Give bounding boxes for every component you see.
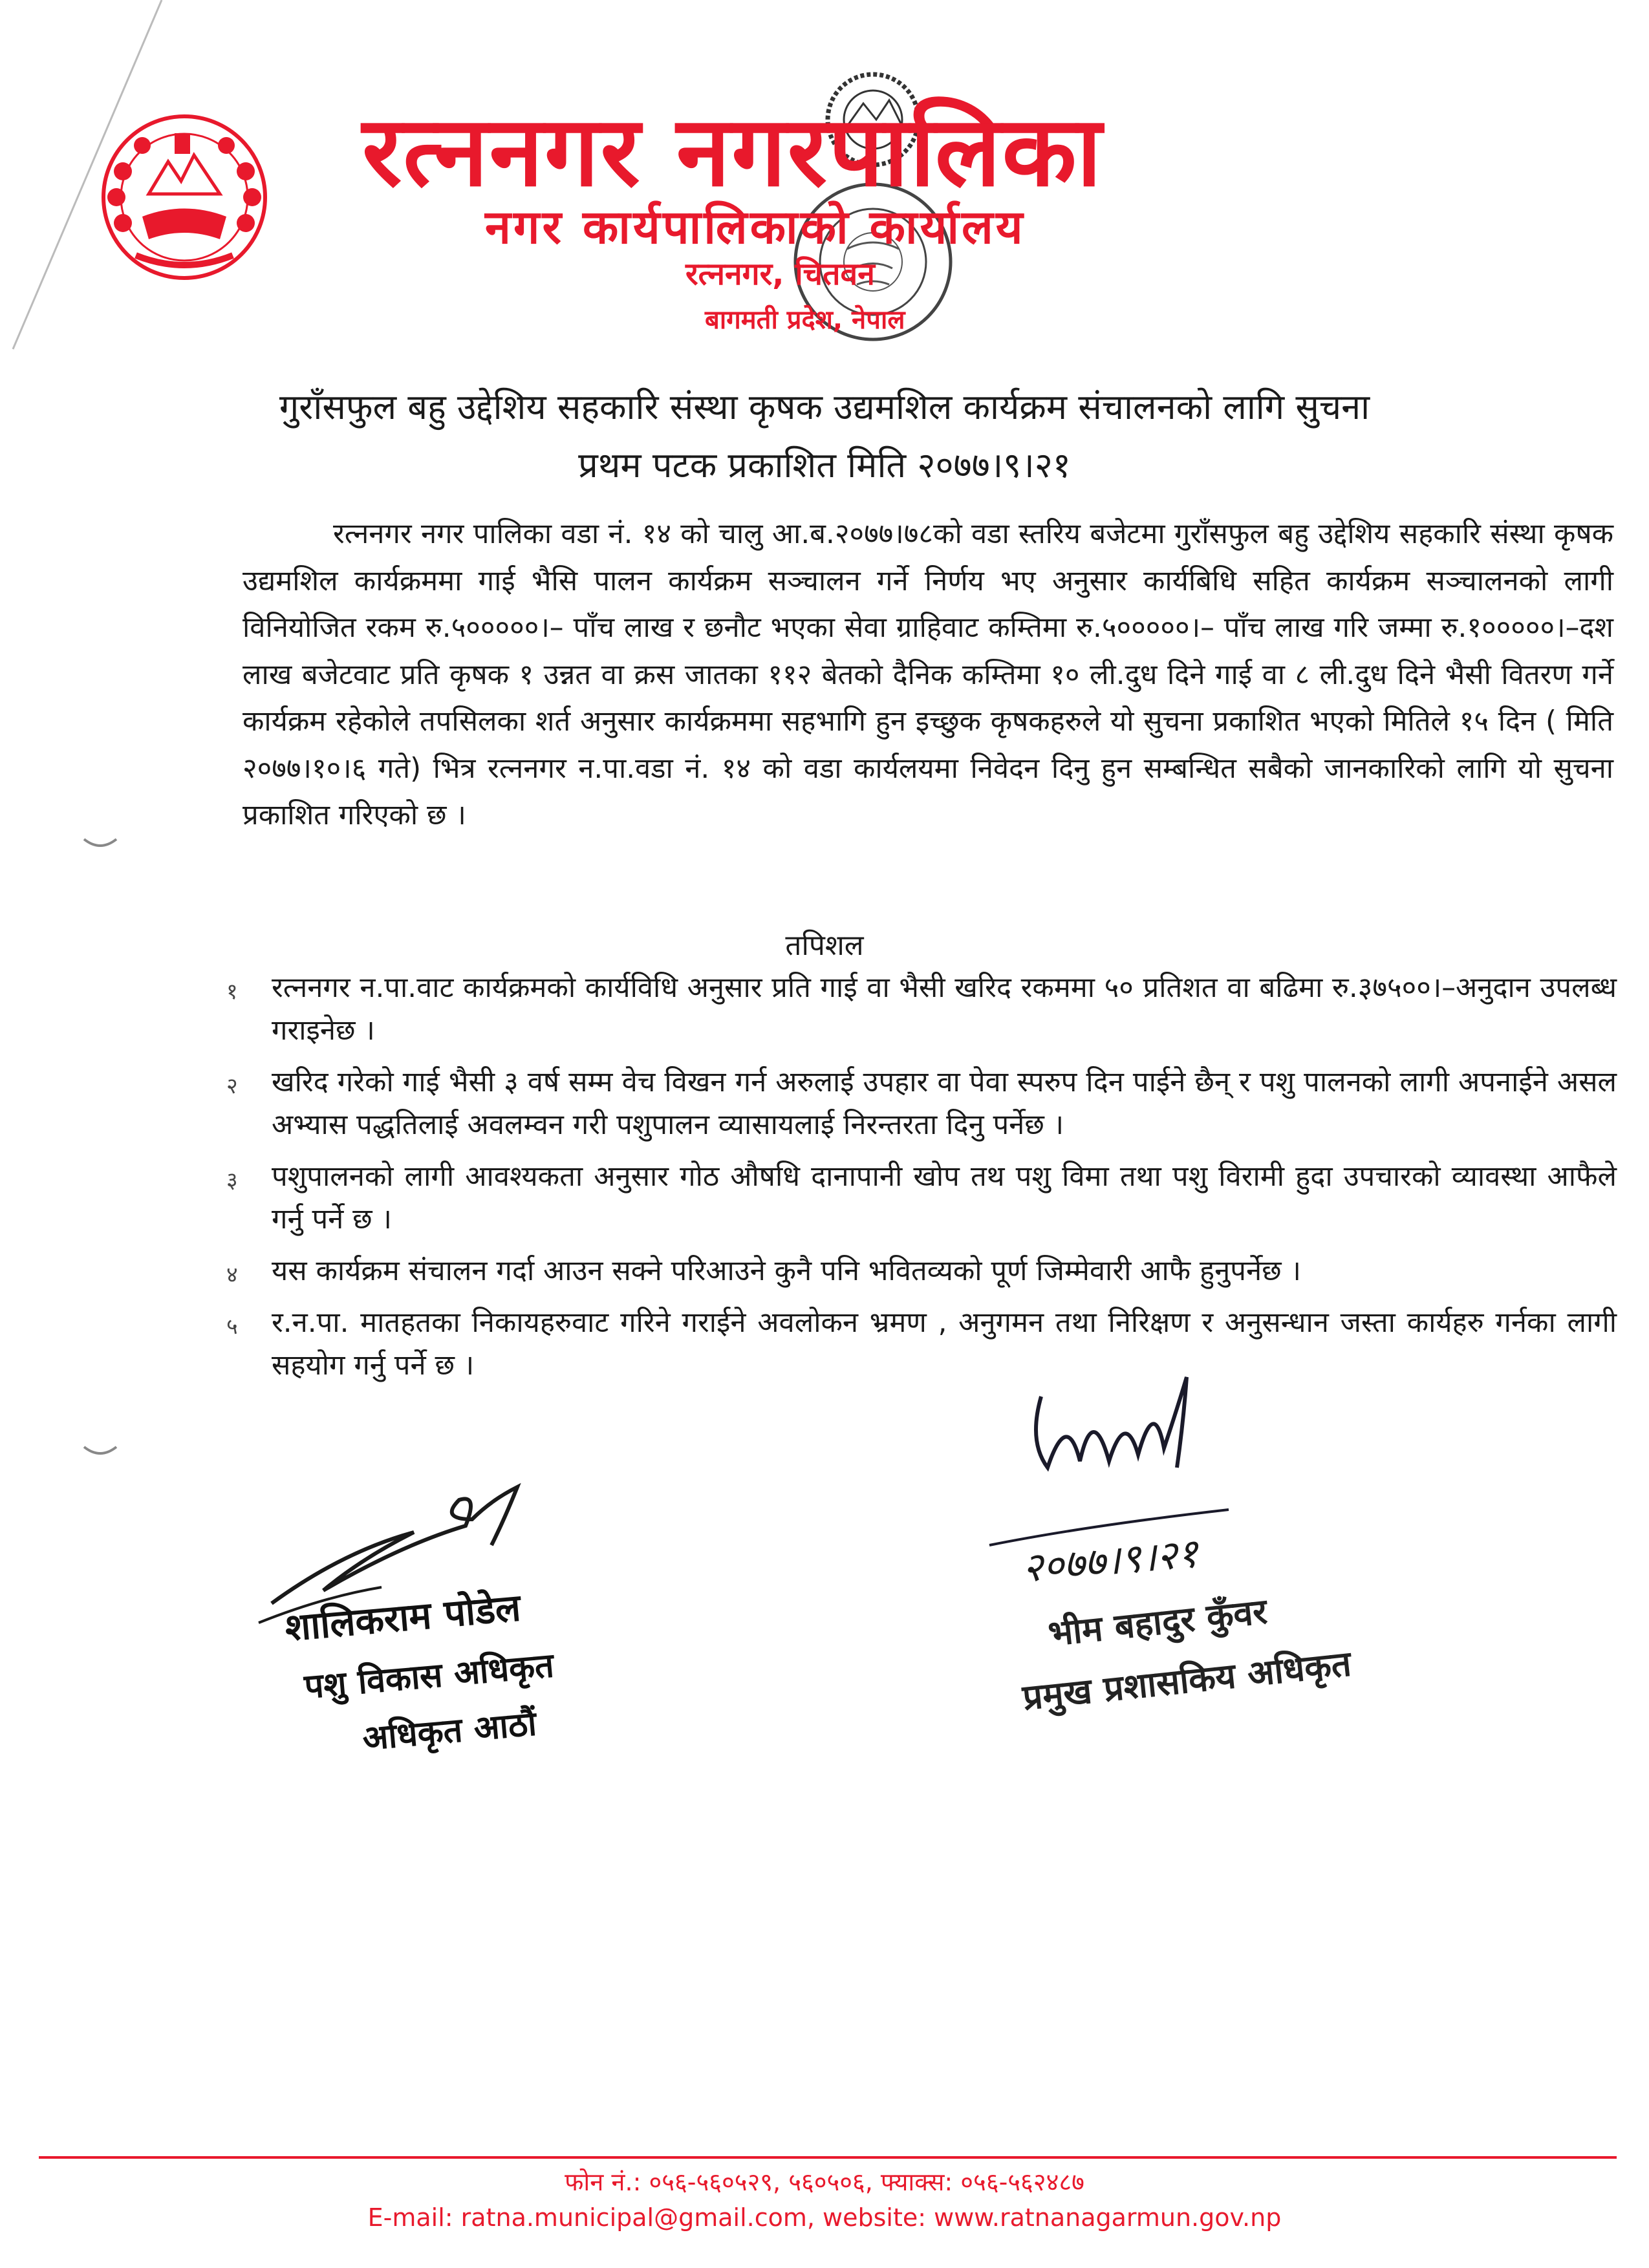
term-text: र.न.पा. मातहतका निकायहरुवाट गरिने गराईने अवलोकन भ्रमण , अनुगमन तथा निरिक्षण र अनुसन्धान जस्ता कार्यहरु गर्नका लागी सहयोग गर्नु पर्ने छ । bbox=[272, 1307, 1617, 1382]
term-text: रत्ननगर न.पा.वाट कार्यक्रमको कार्यविधि अनुसार प्रति गाई वा भैसी खरिद रकममा ५० प्रतिशत वा बढिमा रु.३७५००।–अनुदान उपलब्ध गराइनेछ । bbox=[272, 972, 1617, 1047]
term-item bbox=[226, 1061, 1617, 1146]
term-number: ४ bbox=[226, 1262, 238, 1288]
office-name: नगर कार्यपालिकाको कार्यालय bbox=[485, 200, 1026, 254]
term-item bbox=[226, 1250, 1617, 1292]
terms-list bbox=[226, 967, 1617, 1396]
term-text: पशुपालनको लागी आवश्यकता अनुसार गोठ औषधि दानापानी खोप तथ पशु विमा तथा पशु विरामी हुदा उपचारको व्यावस्था आफैले गर्नु पर्ने छ । bbox=[272, 1161, 1617, 1236]
footer-divider bbox=[39, 2156, 1617, 2159]
footer-contact: E-mail: ratna.municipal@gmail.com, website: www.ratnanagarmun.gov.np bbox=[367, 2203, 1282, 2232]
signatory-title: पशु विकास अधिकृत bbox=[303, 1646, 555, 1707]
notice-title: गुराँसफुल बहु उद्देशिय सहकारि संस्था कृषक उद्यमशिल कार्यक्रम संचालनको लागि सुचना bbox=[279, 387, 1370, 427]
notice-body: रत्ननगर नगर पालिका वडा नं. १४ को चालु आ.ब.२०७७।७८को वडा स्तरिय बजेटमा गुराँसफुल बहु उद्देशिय सहकारि संस्था कृषक उद्यमशिल कार्यक्रममा गाई भैसि पालन कार्यक्रम सञ्चालन गर्ने निर्णय भए अनुसार कार्यबिधि सहित कार्यक्रम सञ्चालनको लागी विनियोजित रकम रु.५०००००।– पाँच लाख र छनौट भएका सेवा ग्राहिवाट कम्तिमा रु.५०००००।– पाँच लाख गरि जम्मा रु.१०००००।–दश लाख बजेटवाट प्रति कृषक १ उन्नत वा क्रस जातका ११२ बेतको दैनिक कम्तिमा १० ली.दुध दिने गाई वा ८ ली.दुध दिने भैसी वितरण गर्ने कार्यक्रम रहेकोले तपसिलका शर्त अनुसार कार्यक्रममा सहभागि हुन इच्छुक कृषकहरुले यो सुचना प्रकाशित भएको मितिले १५ दिन ( मिति २०७७।१०।६ गते) भित्र रत्ननगर न.पा.वडा नं. १४ को वडा कार्यलयमा निवेदन दिनु हुन सम्बन्धित सबैको जानकारिको लागि यो सुचना प्रकाशित गरिएको छ । bbox=[242, 518, 1613, 831]
term-item bbox=[226, 967, 1617, 1052]
term-number: २ bbox=[226, 1073, 238, 1099]
term-text: यस कार्यक्रम संचालन गर्दा आउन सक्ने परिआउने कुनै पनि भवितव्यको पूर्ण जिम्मेवारी आफै हुनुपर्नेछ । bbox=[272, 1255, 1301, 1287]
punch-hole-mark bbox=[81, 1442, 120, 1461]
signatory-title: प्रमुख प्रशासकिय अधिकृत bbox=[1020, 1643, 1353, 1718]
scan-edge-mark bbox=[0, 0, 168, 362]
punch-hole-mark bbox=[81, 834, 120, 853]
notice-published-date: प्रथम पटक प्रकाशित मिति २०७७।९।२१ bbox=[578, 445, 1071, 486]
signature-date: २०७७।९।२१ bbox=[1020, 1529, 1200, 1592]
address-line-1: रत्ननगर, चितवन bbox=[685, 256, 875, 292]
signatory-name: भीम बहादुर कुँवर bbox=[1046, 1590, 1269, 1654]
address-line-2: बागमती प्रदेश, नेपाल bbox=[705, 305, 905, 335]
signatory-rank: अधिकृत आठौं bbox=[361, 1704, 539, 1759]
term-item bbox=[226, 1155, 1617, 1241]
term-number: ३ bbox=[226, 1168, 238, 1193]
term-number: ५ bbox=[226, 1314, 238, 1340]
signatory-name: शालिकराम पोडेल bbox=[283, 1585, 523, 1650]
terms-heading: तपिशल bbox=[785, 929, 864, 962]
term-number: १ bbox=[226, 979, 238, 1005]
term-text: खरिद गरेको गाई भैसी ३ वर्ष सम्म वेच विखन गर्न अरुलाई उपहार वा पेवा स्परुप दिन पाईने छैन् र पशु पालनको लागी अपनाईने असल अभ्यास पद्धतिलाई अवलम्वन गरी पशुपालन व्यासायलाई निरन्तरता दिनु पर्नेछ । bbox=[272, 1066, 1617, 1141]
footer-phone: फोन नं.: ०५६-५६०५२९, ५६०५०६, फ्याक्स: ०५६-५६२४८७ bbox=[565, 2168, 1084, 2196]
organization-name: रत्ननगर नगरपालिका bbox=[362, 96, 1103, 208]
